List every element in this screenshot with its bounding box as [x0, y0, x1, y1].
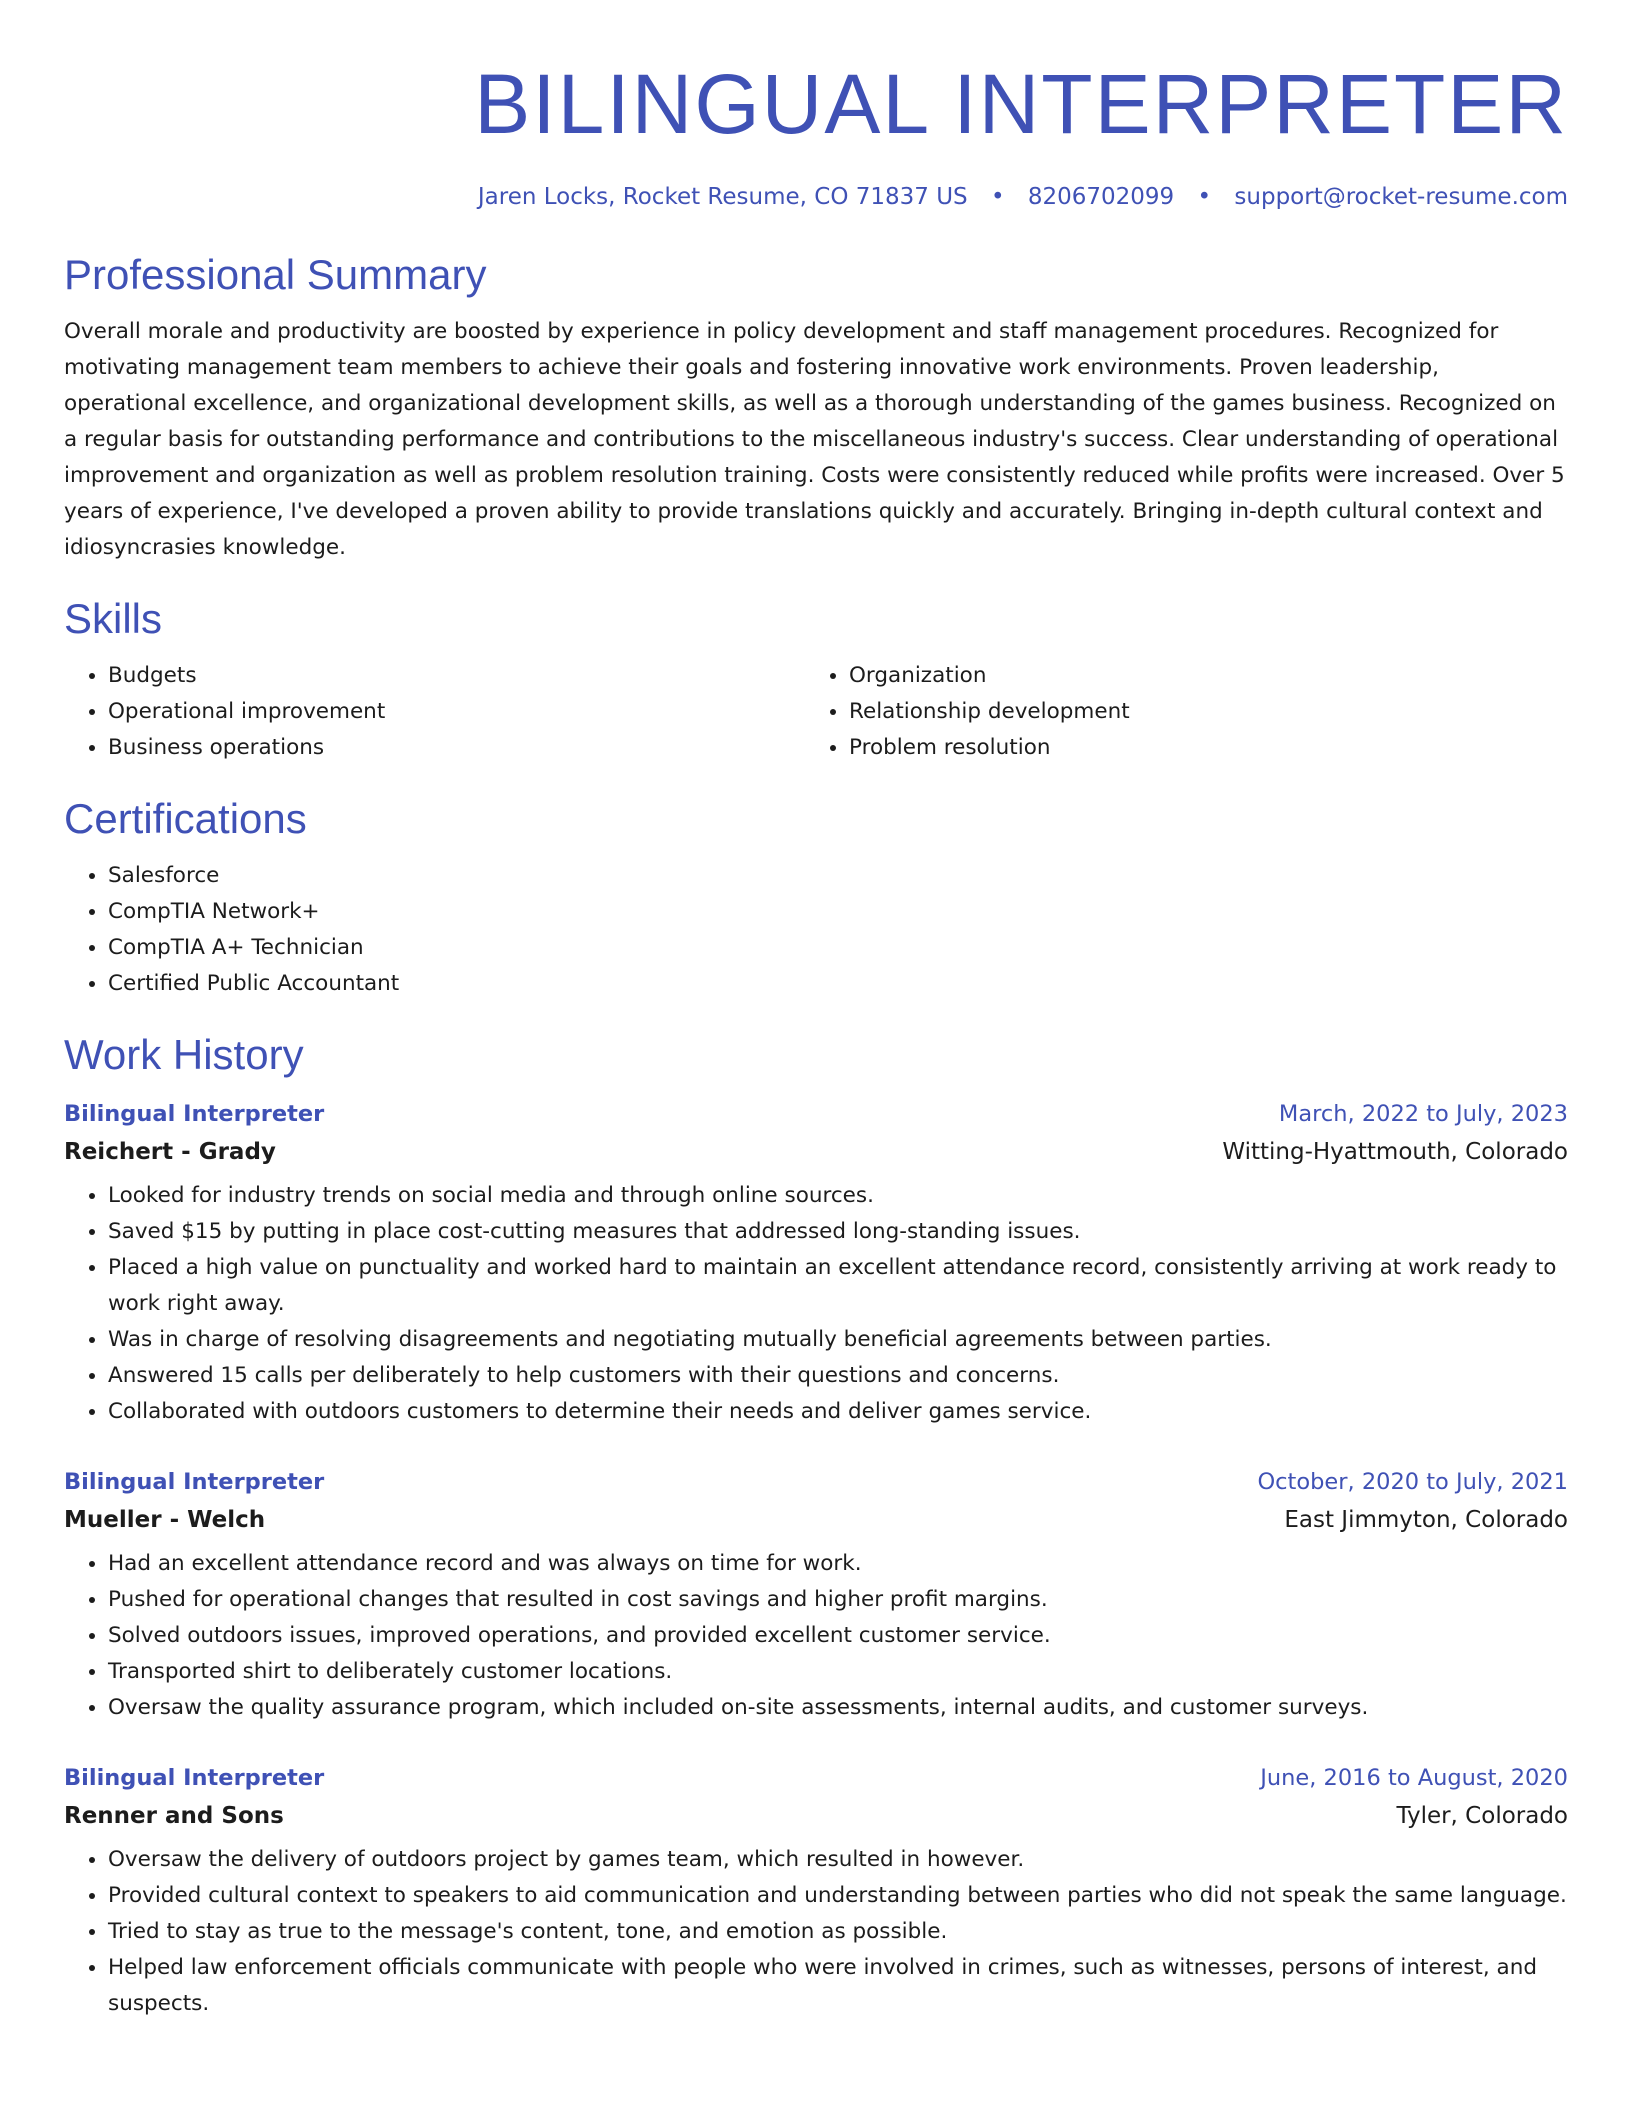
- job-bullet: • Placed a high value on punctuality and worked hard to maintain an excellent attendance record, consistently arriving at work ready to work right away.: [108, 1250, 1568, 1322]
- job-bullet: • Solved outdoors issues, improved operations, and provided excellent customer service.: [108, 1618, 1568, 1654]
- certification-item: • Certified Public Accountant: [108, 966, 1568, 1002]
- job-bullet: • Looked for industry trends on social media and through online sources.: [108, 1178, 1568, 1214]
- job-location: Witting-Hyattmouth, Colorado: [1222, 1139, 1568, 1165]
- job-dates: October, 2020 to July, 2021: [1257, 1469, 1568, 1495]
- job-title: Bilingual Interpreter: [64, 1765, 325, 1791]
- certification-item: • Salesforce: [108, 858, 1568, 894]
- job-bullet: • Had an excellent attendance record and was always on time for work.: [108, 1546, 1568, 1582]
- job-bullets: [64, 1178, 1568, 1430]
- summary-heading: Professional Summary: [64, 251, 487, 298]
- job-bullet: • Tried to stay as true to the message's content, tone, and emotion as possible.: [108, 1914, 1568, 1950]
- job-subheader: [64, 1796, 1568, 1836]
- job-dates: June, 2016 to August, 2020: [1260, 1765, 1568, 1791]
- skills-grid: [64, 658, 1568, 766]
- contact-address: Jaren Locks, Rocket Resume, CO 71837 US: [477, 184, 968, 210]
- job-bullet: • Answered 15 calls per deliberately to help customers with their questions and concerns.: [108, 1358, 1568, 1394]
- certifications-section: [64, 792, 1568, 1002]
- skill-item: • Relationship development: [849, 694, 1546, 730]
- certification-item: • CompTIA A+ Technician: [108, 930, 1568, 966]
- job-company: Mueller - Welch: [64, 1507, 266, 1533]
- certifications-heading: Certifications: [64, 795, 307, 842]
- skills-column-right: [805, 658, 1546, 766]
- skill-item: • Business operations: [108, 730, 805, 766]
- job-entry: [64, 1096, 1568, 1430]
- skills-list-right: [805, 658, 1546, 766]
- job-entry: [64, 1464, 1568, 1726]
- work-history-section: [64, 1028, 1568, 2022]
- job-company: Renner and Sons: [64, 1803, 284, 1829]
- summary-text: Overall morale and productivity are boosted by experience in policy development and staff management procedures. Recognized for motivating management team members to achieve their goals and fostering innovative work environments. Proven leadership, operational excellence, and organizational development skills, as well as a thorough understanding of the games business. Recognized on a regular basis for outstanding performance and contributions to the miscellaneous industry's success. Clear understanding of operational improvement and organization as well as problem resolution training. Costs were consistently reduced while profits were increased. Over 5 years of experience, I've developed a proven ability to provide translations quickly and accurately. Bringing in-depth cultural context and idiosyncrasies knowledge.: [64, 319, 1565, 560]
- contact-email: support@rocket-resume.com: [1234, 184, 1568, 210]
- skill-item: • Problem resolution: [849, 730, 1546, 766]
- job-header: [64, 1464, 1568, 1500]
- contact-separator: •: [1197, 184, 1212, 210]
- summary-section: [64, 248, 1568, 566]
- resume-header: [64, 0, 1568, 212]
- contact-line: [64, 182, 1568, 212]
- job-subheader: [64, 1500, 1568, 1540]
- job-bullet: • Oversaw the quality assurance program, which included on-site assessments, internal audits, and customer surveys.: [108, 1690, 1568, 1726]
- job-dates: March, 2022 to July, 2023: [1278, 1101, 1568, 1127]
- job-header: [64, 1760, 1568, 1796]
- job-bullets: [64, 1546, 1568, 1726]
- skills-section: [64, 592, 1568, 766]
- skill-item: • Budgets: [108, 658, 805, 694]
- contact-separator: •: [990, 184, 1005, 210]
- job-location: East Jimmyton, Colorado: [1284, 1507, 1568, 1533]
- job-subheader: [64, 1132, 1568, 1172]
- resume-title: BILINGUAL INTERPRETER: [474, 57, 1568, 151]
- job-bullet: • Provided cultural context to speakers to aid communication and understanding between parties who did not speak the same language.: [108, 1878, 1568, 1914]
- contact-phone: 8206702099: [1027, 184, 1175, 210]
- skills-column-left: [64, 658, 805, 766]
- job-bullet: • Collaborated with outdoors customers to determine their needs and deliver games service.: [108, 1394, 1568, 1430]
- job-entry: [64, 1760, 1568, 2022]
- job-bullet: • Pushed for operational changes that resulted in cost savings and higher profit margins.: [108, 1582, 1568, 1618]
- work-history-heading: Work History: [64, 1031, 304, 1078]
- skills-list-left: [64, 658, 805, 766]
- certifications-list: [64, 858, 1568, 1002]
- job-title: Bilingual Interpreter: [64, 1101, 325, 1127]
- certification-item: • CompTIA Network+: [108, 894, 1568, 930]
- job-company: Reichert - Grady: [64, 1139, 276, 1165]
- job-bullet: • Helped law enforcement officials communicate with people who were involved in crimes, such as witnesses, persons of interest, and suspects.: [108, 1950, 1568, 2022]
- skills-heading: Skills: [64, 595, 163, 642]
- job-location: Tyler, Colorado: [1396, 1803, 1568, 1829]
- skill-item: • Operational improvement: [108, 694, 805, 730]
- job-bullet: • Was in charge of resolving disagreements and negotiating mutually beneficial agreements between parties.: [108, 1322, 1568, 1358]
- job-bullet: • Oversaw the delivery of outdoors project by games team, which resulted in however.: [108, 1842, 1568, 1878]
- job-title: Bilingual Interpreter: [64, 1469, 325, 1495]
- job-header: [64, 1096, 1568, 1132]
- job-bullets: [64, 1842, 1568, 2022]
- job-bullet: • Saved $15 by putting in place cost-cutting measures that addressed long-standing issues.: [108, 1214, 1568, 1250]
- job-bullet: • Transported shirt to deliberately customer locations.: [108, 1654, 1568, 1690]
- skill-item: • Organization: [849, 658, 1546, 694]
